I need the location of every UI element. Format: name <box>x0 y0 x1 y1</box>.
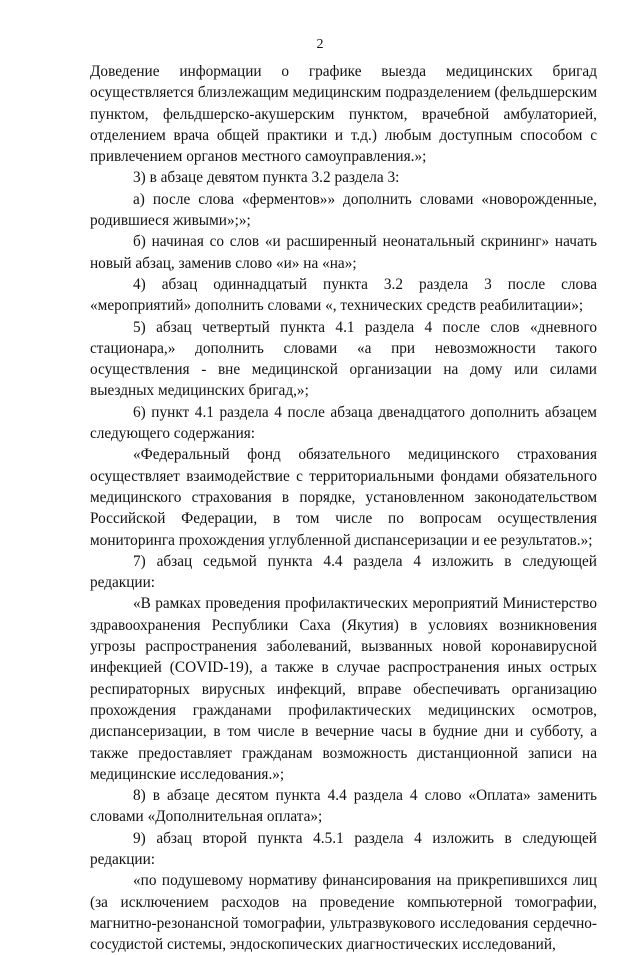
paragraph-item-8: 8) в абзаце десятом пункта 4.4 раздела 4 слово «Оплата» заменить словами «Дополнительная оплата»; <box>90 787 597 826</box>
paragraph-continuation: Доведение информации о графике выезда медицинских бригад осуществляется близлежащим медицинским подразделением (фельдшерским пунктом, фельдшерско-акушерским пунктом, врачебной амбулаторией, отделением врача общей практики и т.д.) любым доступным способом с привлечением органов местного самоуправления.»; <box>90 63 597 166</box>
paragraph-item-5: 5) абзац четвертый пункта 4.1 раздела 4 после слов «дневного стационара,» дополнить словами «а при невозможности такого осуществления - вне медицинской организации на дому или силами выездных медицинских бригад,»; <box>90 318 597 400</box>
paragraph-item-6-quote: «Федеральный фонд обязательного медицинского страхования осуществляет взаимодействие с территориальными фондами обязательного медицинского страхования в порядке, установленном законодательством Российской Федерации, в том числе по вопросам осуществления мониторинга прохождения углубленной диспансеризации и ее результатов.»; <box>90 446 597 549</box>
paragraph-item-4: 4) абзац одиннадцатый пункта 3.2 раздела 3 после слова «мероприятий» дополнить словами «, технических средств реабилитации»; <box>90 275 597 315</box>
paragraph-item-9-quote: «по подушевому нормативу финансирования на прикрепившихся лиц (за исключением расходов на проведение компьютерной томографии, магнитно-резонансной томографии, ультразвукового исследования сердечно-сосудистой системы, эндоскопических диагностических исследований, <box>90 872 597 954</box>
paragraph-item-3a: а) после слова «ферментов»» дополнить словами «новорожденные, родившиеся живыми»;»; <box>90 190 597 230</box>
document-body <box>90 61 597 955</box>
paragraph-item-6: 6) пункт 4.1 раздела 4 после абзаца двенадцатого дополнить абзацем следующего содержания: <box>90 403 597 443</box>
paragraph-item-3: 3) в абзаце девятом пункта 3.2 раздела 3: <box>133 169 400 187</box>
paragraph-item-7-quote: «В рамках проведения профилактических мероприятий Министерство здравоохранения Республики Саха (Якутия) в условиях возникновения угрозы распространения заболеваний, вызванных новой коронавирусной инфекцией (COVID-19), а также в случае распространения иных острых респираторных вирусных инфекций, вправе обеспечивать организацию прохождения гражданами профилактических медицинских осмотров, диспансеризации, в том числе в вечерние часы в будние дни и субботу, а также предоставляет гражданам возможность дистанционной записи на медицинские исследования.»; <box>90 595 597 783</box>
page-number: 2 <box>316 37 324 52</box>
paragraph-item-9: 9) абзац второй пункта 4.5.1 раздела 4 изложить в следующей редакции: <box>90 829 597 868</box>
paragraph-item-3b: б) начиная со слов «и расширенный неонатальный скрининг» начать новый абзац, заменив слово «и» на «на»; <box>90 233 597 272</box>
paragraph-item-7: 7) абзац седьмой пункта 4.4 раздела 4 изложить в следующей редакции: <box>90 552 597 592</box>
